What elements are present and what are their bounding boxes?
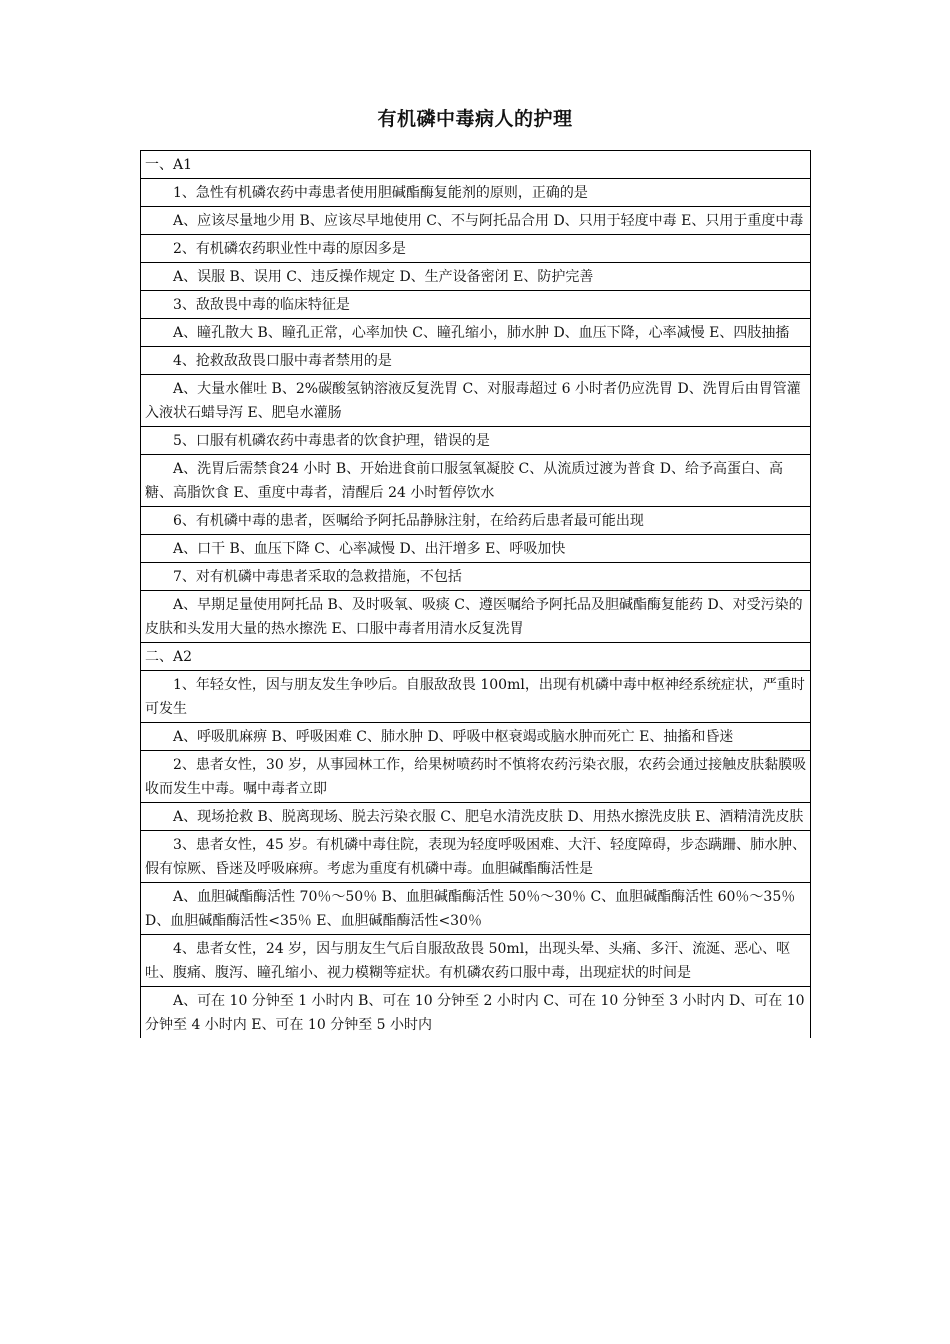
section-heading: 一、A1: [141, 151, 810, 179]
section-heading: 二、A2: [141, 643, 810, 671]
question-row: A、血胆碱酯酶活性 70％～50％ B、血胆碱酯酶活性 50％～30％ C、血胆碱酯酶活性 60％～35％ D、血胆碱酯酶活性<35％ E、血胆碱酯酶活性<30％: [141, 883, 810, 935]
question-row: A、早期足量使用阿托品 B、及时吸氧、吸痰 C、遵医嘱给予阿托品及胆碱酯酶复能药 D、对受污染的皮肤和头发用大量的热水擦洗 E、口服中毒者用清水反复洗胃: [141, 591, 810, 643]
question-row: 3、患者女性，45 岁。有机磷中毒住院，表现为轻度呼吸困难、大汗、轻度障碍，步态蹒跚、肺水肿、假有惊厥、昏迷及呼吸麻痹。考虑为重度有机磷中毒。血胆碱酯酶活性是: [141, 831, 810, 883]
question-row: 5、口服有机磷农药中毒患者的饮食护理，错误的是: [141, 427, 810, 455]
question-row: A、现场抢救 B、脱离现场、脱去污染衣服 C、肥皂水清洗皮肤 D、用热水擦洗皮肤 E、酒精清洗皮肤: [141, 803, 810, 831]
question-row: A、瞳孔散大 B、瞳孔正常，心率加快 C、瞳孔缩小，肺水肿 D、血压下降，心率减慢 E、四肢抽搐: [141, 319, 810, 347]
question-row: 7、对有机磷中毒患者采取的急救措施，不包括: [141, 563, 810, 591]
question-row: A、呼吸肌麻痹 B、呼吸困难 C、肺水肿 D、呼吸中枢衰竭或脑水肿而死亡 E、抽搐和昏迷: [141, 723, 810, 751]
question-row: A、口干 B、血压下降 C、心率减慢 D、出汗增多 E、呼吸加快: [141, 535, 810, 563]
page-title: 有机磷中毒病人的护理: [377, 108, 573, 130]
question-row: 6、有机磷中毒的患者，医嘱给予阿托品静脉注射，在给药后患者最可能出现: [141, 507, 810, 535]
question-row: A、可在 10 分钟至 1 小时内 B、可在 10 分钟至 2 小时内 C、可在 10 分钟至 3 小时内 D、可在 10 分钟至 4 小时内 E、可在 10 分钟至 5 小时内: [145, 993, 805, 1033]
question-row: 3、敌敌畏中毒的临床特征是: [141, 291, 810, 319]
question-row: 2、患者女性，30 岁，从事园林工作，给果树喷药时不慎将农药污染衣服，农药会通过接触皮肤黏膜吸收而发生中毒。嘱中毒者立即: [141, 751, 810, 803]
question-row: A、误服 B、误用 C、违反操作规定 D、生产设备密闭 E、防护完善: [141, 263, 810, 291]
question-row: 1、年轻女性，因与朋友发生争吵后。自服敌敌畏 100ml，出现有机磷中毒中枢神经系统症状，严重时可发生: [141, 671, 810, 723]
question-row: 4、患者女性，24 岁，因与朋友生气后自服敌敌畏 50ml，出现头晕、头痛、多汗、流涎、恶心、呕吐、腹痛、腹泻、瞳孔缩小、视力模糊等症状。有机磷农药口服中毒，出现症状的时间是: [141, 935, 810, 987]
question-row: A、洗胃后需禁食24 小时 B、开始进食前口服氢氧凝胶 C、从流质过渡为普食 D、给予高蛋白、高糖、高脂饮食 E、重度中毒者，清醒后 24 小时暂停饮水: [141, 455, 810, 507]
question-row: 1、急性有机磷农药中毒患者使用胆碱酯酶复能剂的原则，正确的是: [141, 179, 810, 207]
question-table: [140, 150, 811, 1038]
question-row: A、大量水催吐 B、2%碳酸氢钠溶液反复洗胃 C、对服毒超过 6 小时者仍应洗胃 D、洗胃后由胃管灌入液状石蜡导泻 E、肥皂水灌肠: [141, 375, 810, 427]
question-row: 2、有机磷农药职业性中毒的原因多是: [141, 235, 810, 263]
question-row: 4、抢救敌敌畏口服中毒者禁用的是: [141, 347, 810, 375]
question-row: A、应该尽量地少用 B、应该尽早地使用 C、不与阿托品合用 D、只用于轻度中毒 E、只用于重度中毒: [141, 207, 810, 235]
